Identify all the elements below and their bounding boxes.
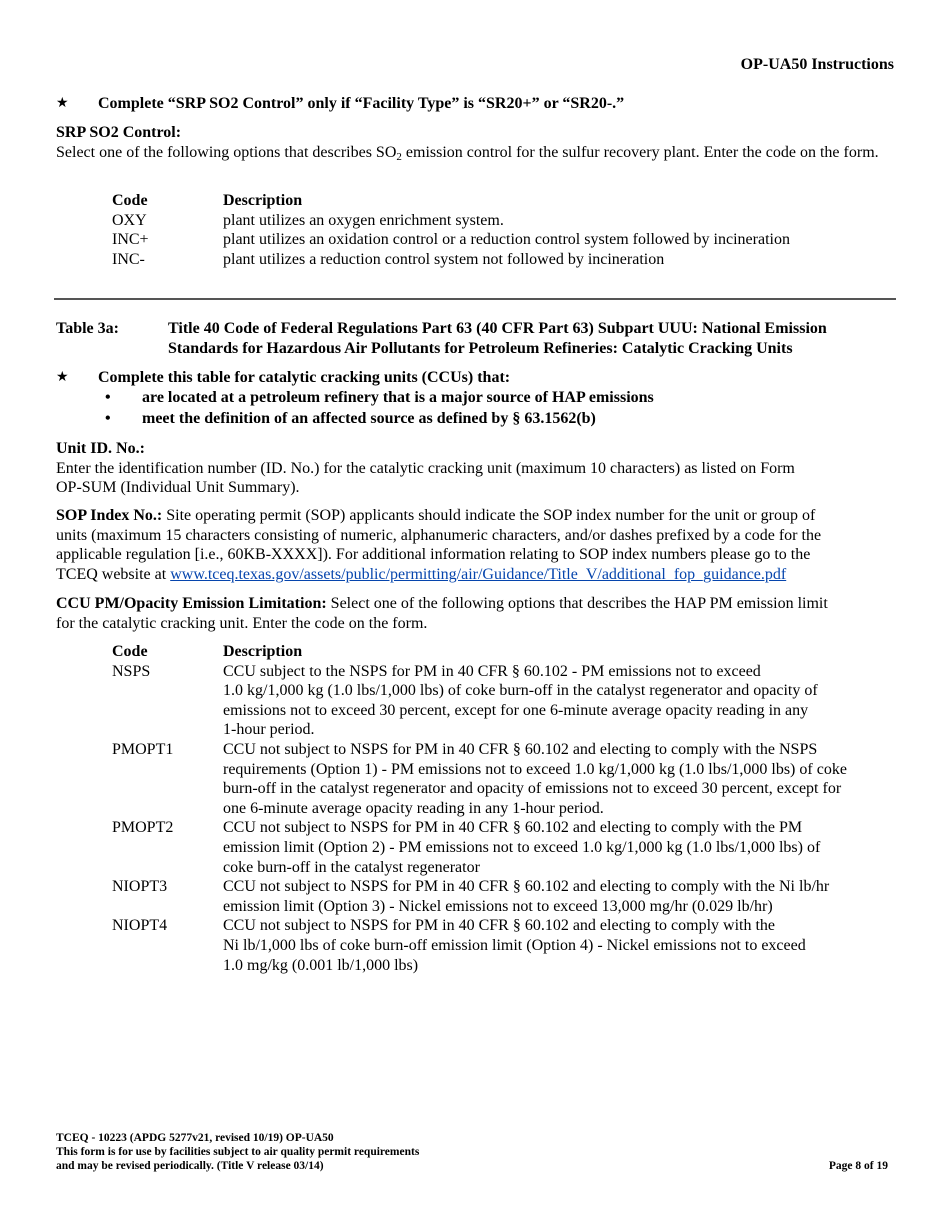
- unit-id-text: Enter the identification number (ID. No.) for the catalytic cracking unit (maximum 10 characters) as listed on Form OP-SUM (Individual Unit Summary).: [56, 459, 795, 497]
- row-code: NIOPT3: [112, 878, 168, 896]
- bullet-icon: •: [105, 389, 111, 406]
- ccu-instruction-text: Complete this table for catalytic cracking units (CCUs) that:: [98, 369, 511, 386]
- row-code: INC+: [112, 231, 149, 249]
- srp-heading: SRP SO2 Control:: [56, 124, 182, 141]
- sop-index-text: SOP Index No.: Site operating permit (SOP) applicants should indicate the SOP index number for the unit or group of units (maximum 15 characters consisting of numeric, alphanumeric characters, and/or dashes prefixed by a code for the applicable regulation [i.e., 60KB-XXXX]). For additional information relating to SOP index numbers please go to the TCEQ website at www.tceq.texas.gov/assets/public/permitting/air/Guidance/Title_V/additional_fop_guidance.pdf: [56, 507, 822, 583]
- sop-index-section: [56, 506, 894, 584]
- col-description-header: Description: [223, 643, 303, 660]
- row-code: OXY: [112, 211, 147, 229]
- row-description: plant utilizes a reduction control system not followed by incineration: [223, 250, 665, 268]
- row-description: plant utilizes an oxidation control or a reduction control system followed by incineration: [223, 231, 790, 249]
- section-divider: [54, 298, 896, 300]
- row-description: CCU not subject to NSPS for PM in 40 CFR § 60.102 and electing to comply with the Ni lb/hr emission limit (Option 3) - Nickel emissions not to exceed 13,000 mg/hr (0.029 lb/hr): [223, 878, 830, 915]
- unit-id-heading: Unit ID. No.:: [56, 440, 145, 457]
- ccu-heading: CCU PM/Opacity Emission Limitation:: [56, 595, 327, 612]
- footer-page-number: Page 8 of 19: [828, 1160, 888, 1172]
- srp-table-row: [112, 211, 897, 231]
- row-description: CCU subject to the NSPS for PM in 40 CFR § 60.102 - PM emissions not to exceed 1.0 kg/1,000 kg (1.0 lbs/1,000 lbs) of coke burn-off in the catalyst regenerator and opacity of emissions not to exceed 30 percent, except for one 6-minute average opacity reading in any 1-hour period.: [223, 662, 818, 739]
- row-code: NSPS: [112, 662, 151, 680]
- ccu-section: [56, 594, 894, 633]
- ccu-table-header: [112, 642, 897, 662]
- srp-table-header: [112, 191, 897, 211]
- star-icon: ★: [56, 370, 69, 385]
- row-code: NIOPT4: [112, 917, 168, 935]
- row-description: plant utilizes an oxygen enrichment system.: [223, 211, 504, 229]
- bullet-icon: •: [105, 410, 111, 427]
- star-icon: ★: [56, 96, 69, 111]
- col-code-header: Code: [112, 643, 148, 660]
- row-description: CCU not subject to NSPS for PM in 40 CFR § 60.102 and electing to comply with the PM emission limit (Option 2) - PM emissions not to exceed 1.0 kg/1,000 kg (1.0 lbs/1,000 lbs) of coke burn-off in the catalyst regenerator: [223, 819, 821, 876]
- page-header-title: OP-UA50 Instructions: [740, 56, 894, 73]
- srp-code-table: [112, 191, 897, 269]
- ccu-table-row: [112, 916, 897, 975]
- srp-instruction-text: Complete “SRP SO2 Control” only if “Facility Type” is “SR20+” or “SR20-.”: [98, 95, 625, 112]
- srp-intro: Select one of the following options that describes $SO_2$ emission control for the sulfur recovery plant. Enter the code on the form.: [56, 143, 879, 163]
- srp-table-row: [112, 250, 897, 270]
- col-description-header: Description: [223, 192, 303, 209]
- row-code: PMOPT1: [112, 740, 174, 758]
- ccu-code-table: [112, 642, 897, 975]
- ccu-table-row: [112, 877, 897, 916]
- sop-index-heading: SOP Index No.:: [56, 507, 163, 524]
- srp-table-row: [112, 230, 897, 250]
- row-description: CCU not subject to NSPS for PM in 40 CFR § 60.102 and electing to comply with the NSPS requirements (Option 1) - PM emissions not to exceed 1.0 kg/1,000 kg (1.0 lbs/1,000 lbs) of coke burn-off in the catalyst regenerator and opacity of emissions not to exceed 30 percent, except for one 6-minute average opacity reading in any 1-hour period.: [223, 740, 847, 817]
- srp-section: [56, 123, 894, 162]
- ccu-instruction: [56, 368, 896, 388]
- srp-instruction: [56, 94, 896, 114]
- col-code-header: Code: [112, 192, 148, 209]
- footer-form-info: TCEQ - 10223 (APDG 5277v21, revised 10/19) OP-UA50 This form is for use by facilities subject to air quality permit requirements and may be revised periodically. (Title V release 03/14): [56, 1132, 420, 1172]
- unit-id-section: [56, 439, 894, 498]
- table-title: Title 40 Code of Federal Regulations Part 63 (40 CFR Part 63) Subpart UUU: National Emission Standards for Hazardous Air Pollutants for Petroleum Refineries: Catalytic Cracking Units: [168, 320, 827, 357]
- ccu-table-row: [112, 662, 897, 740]
- table-label: Table 3a:: [56, 320, 119, 337]
- row-code: PMOPT2: [112, 819, 174, 837]
- row-code: INC-: [112, 250, 145, 268]
- ccu-table-row: [112, 740, 897, 818]
- row-description: CCU not subject to NSPS for PM in 40 CFR § 60.102 and electing to comply with the Ni lb/1,000 lbs of coke burn-off emission limit (Option 4) - Nickel emissions not to exceed 1.0 mg/kg (0.001 lb/1,000 lbs): [223, 917, 806, 974]
- ccu-table-row: [112, 818, 897, 877]
- tceq-guidance-link[interactable]: www.tceq.texas.gov/assets/public/permitting/air/Guidance/Title_V/additional_fop_guidance.pdf: [170, 565, 787, 583]
- ccu-intro: CCU PM/Opacity Emission Limitation: Select one of the following options that describes the HAP PM emission limit for the catalytic cracking unit. Enter the code on the form.: [56, 595, 828, 632]
